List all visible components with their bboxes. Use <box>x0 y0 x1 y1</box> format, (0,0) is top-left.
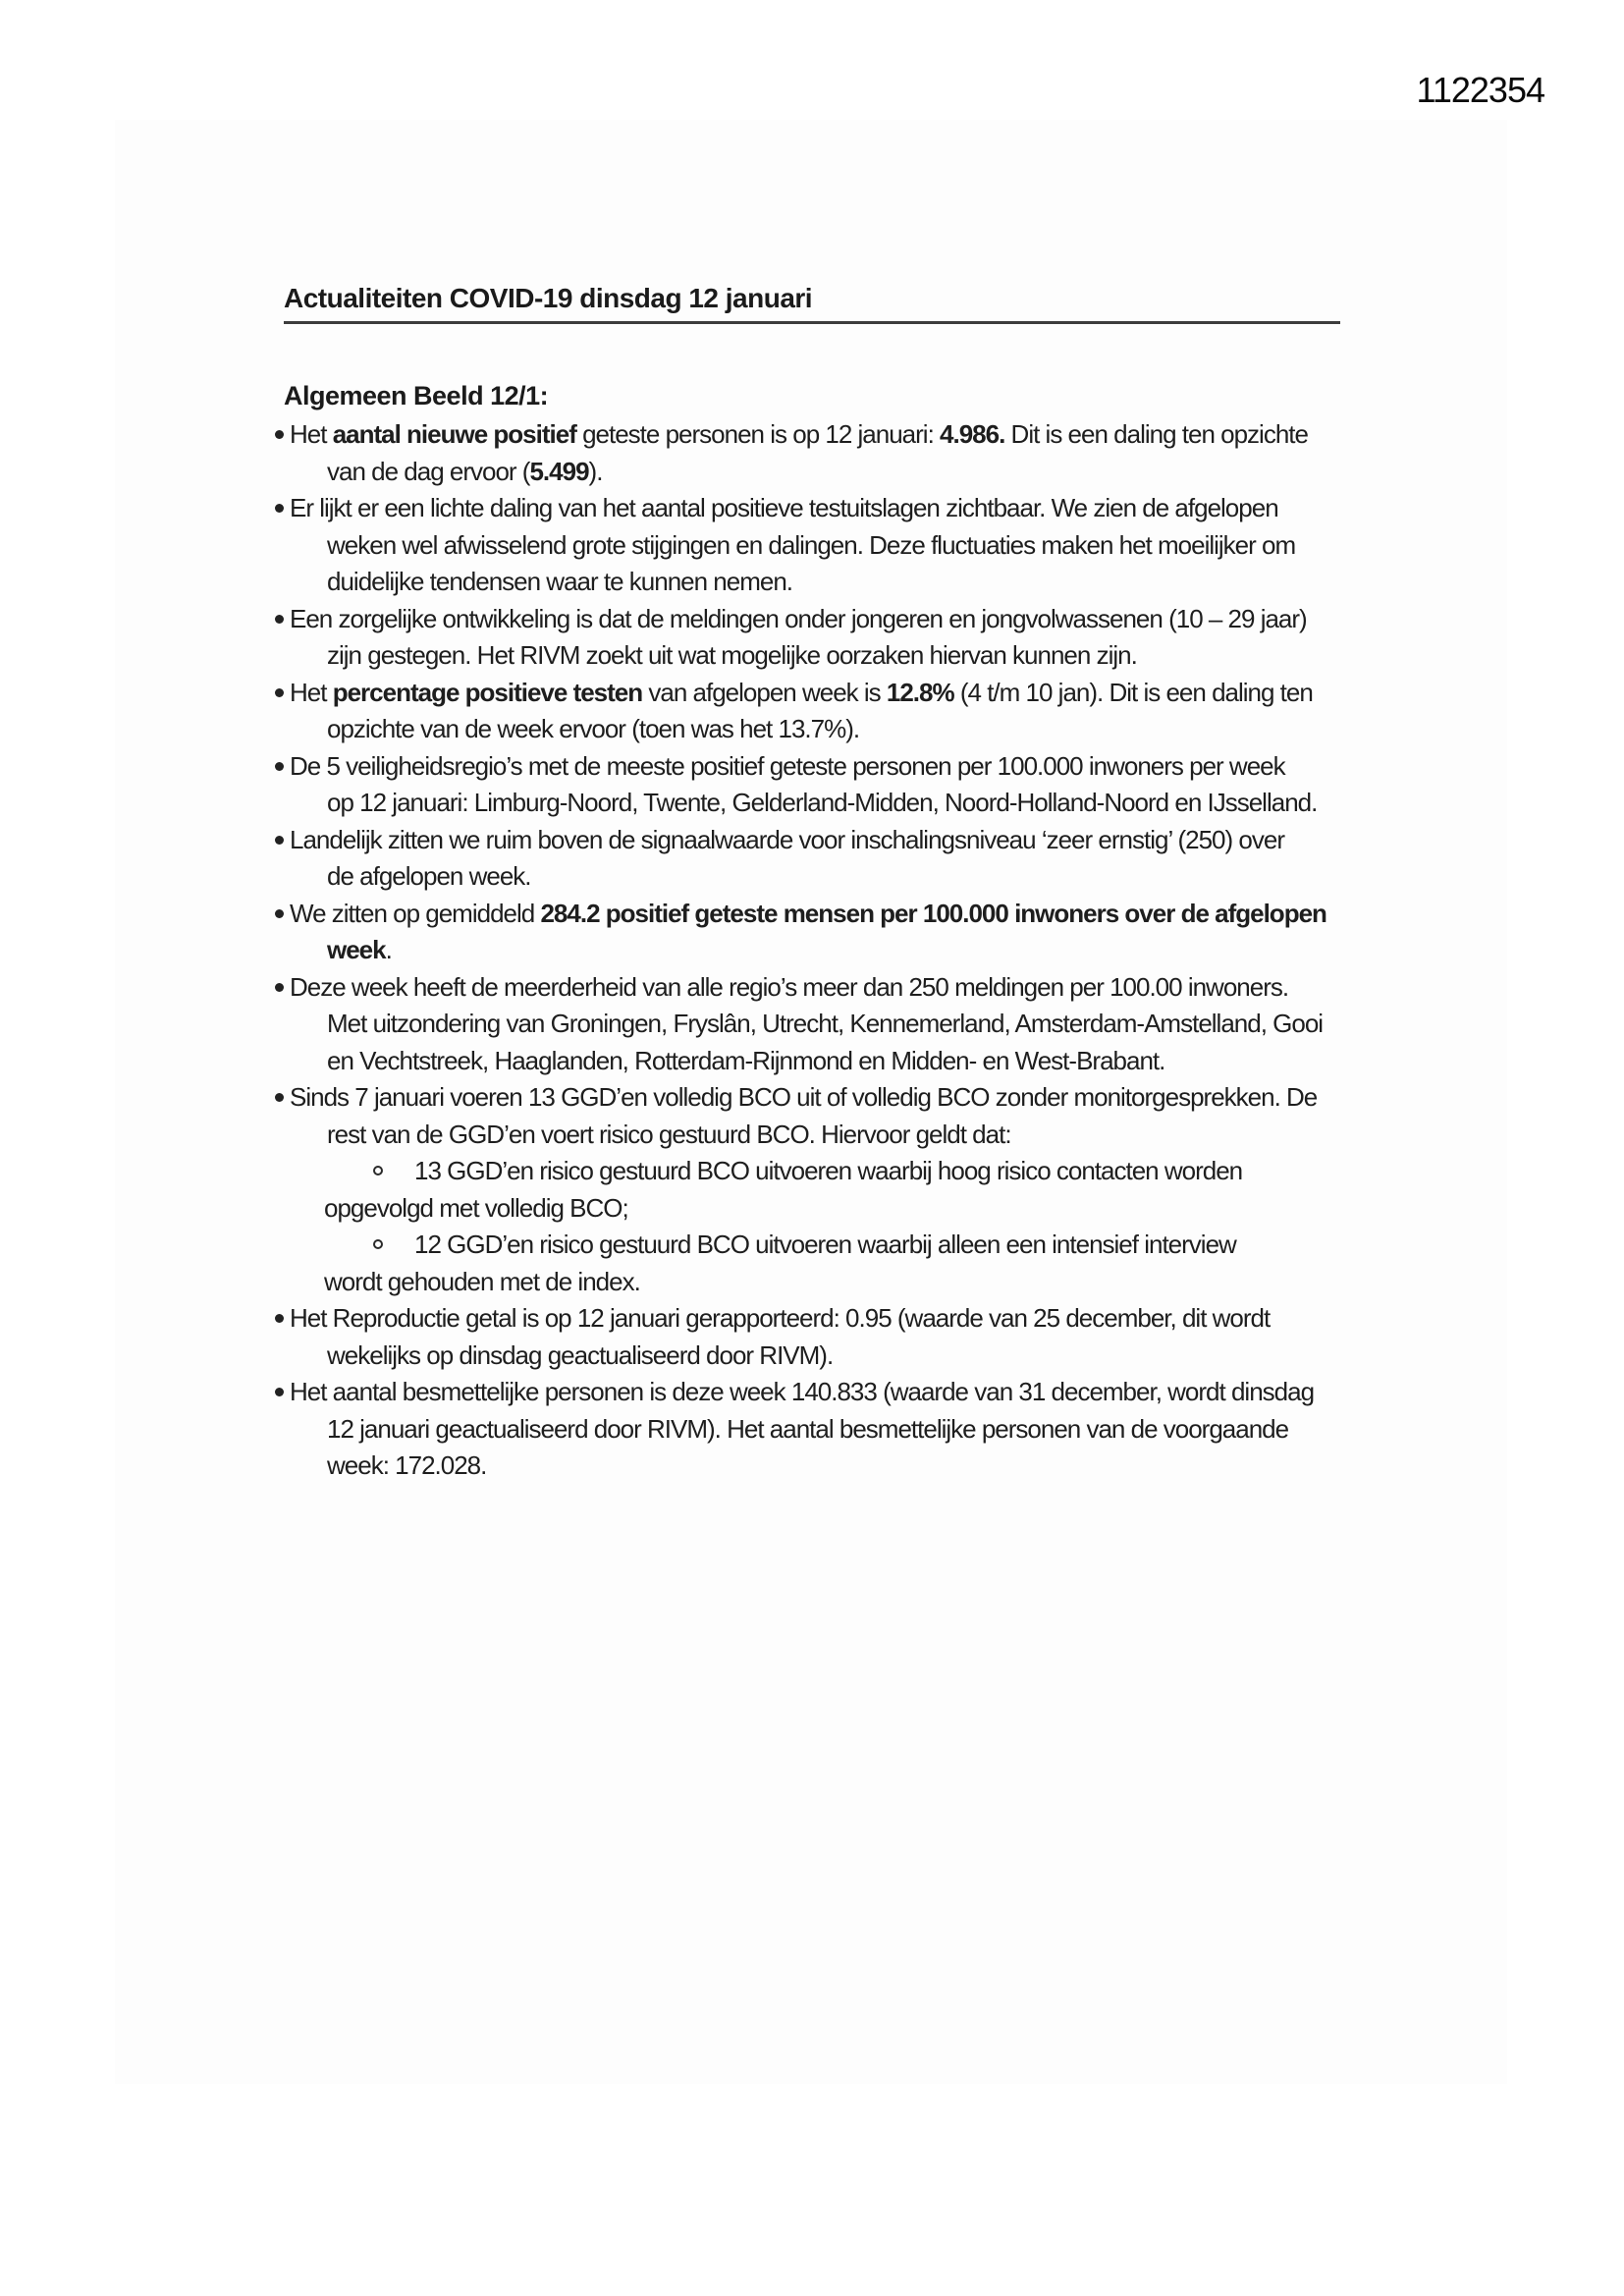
text-line: opgevolgd met volledig BCO; <box>324 1192 628 1223</box>
text-line: Het aantal nieuwe positief geteste personen is op 12 januari: 4.986. Dit is een daling ten opzichte <box>290 419 1308 449</box>
bullet-item <box>290 1079 1453 1153</box>
bullet-dot-icon <box>275 909 284 918</box>
text-line: Sinds 7 januari voeren 13 GGD’en volledig BCO uit of volledig BCO zonder monitorgesprekken. De <box>290 1082 1318 1112</box>
document-number-stamp: 1122354 <box>1416 70 1544 110</box>
text-line: De 5 veiligheidsregio’s met de meeste positief geteste personen per 100.000 inwoners per week <box>290 750 1285 781</box>
circle-bullet-icon <box>373 1239 383 1249</box>
bullet-dot-icon <box>275 1314 284 1323</box>
text-line: opzichte van de week ervoor (toen was het 13.7%). <box>327 714 860 743</box>
text-line: wekelijks op dinsdag geactualiseerd door RIVM). <box>327 1339 834 1370</box>
bullet-item <box>290 601 1453 675</box>
bullet-item <box>290 675 1453 748</box>
bullet-dot-icon <box>275 762 284 771</box>
text-line: Landelijk zitten we ruim boven de signaalwaarde voor inschalingsniveau ‘zeer ernstig’ (250) over <box>290 824 1284 854</box>
bullet-dot-icon <box>275 504 284 513</box>
text-line: wordt gehouden met de index. <box>324 1266 640 1296</box>
text-line: 12 GGD’en risico gestuurd BCO uitvoeren waarbij alleen een intensief interview <box>414 1230 1236 1259</box>
text-line: We zitten op gemiddeld 284.2 positief geteste mensen per 100.000 inwoners over de afgelopen <box>290 898 1326 928</box>
text-line: 12 januari geactualiseerd door RIVM). Het aantal besmettelijke personen van de voorgaande <box>327 1413 1289 1444</box>
text-line: week. <box>327 935 392 964</box>
text-line: Een zorgelijke ontwikkeling is dat de meldingen onder jongeren en jongvolwassenen (10 – 29 jaar) <box>290 603 1307 633</box>
section-heading: Algemeen Beeld 12/1: <box>284 381 549 410</box>
bullet-item <box>290 490 1453 601</box>
text-line: de afgelopen week. <box>327 861 531 891</box>
text-line: op 12 januari: Limburg-Noord, Twente, Gelderland-Midden, Noord-Holland-Noord en IJsselland. <box>327 788 1318 817</box>
bullet-dot-icon <box>275 688 284 697</box>
bullet-item <box>290 969 1453 1080</box>
bullet-dot-icon <box>275 1093 284 1102</box>
text-line: duidelijke tendensen waar te kunnen nemen. <box>327 567 793 596</box>
bullet-list <box>290 416 1453 1485</box>
document-title: Actualiteiten COVID-19 dinsdag 12 januari <box>284 283 813 313</box>
text-line: Het Reproductie getal is op 12 januari gerapporteerd: 0.95 (waarde van 25 december, dit wordt <box>290 1303 1271 1333</box>
text-line: weken wel afwisselend grote stijgingen en dalingen. Deze fluctuaties maken het moeilijker om <box>327 529 1296 560</box>
text-line: Met uitzondering van Groningen, Fryslân, Utrecht, Kennemerland, Amsterdam-Amstelland, Gooi <box>327 1009 1324 1038</box>
sub-bullet-item <box>324 1227 1453 1300</box>
bullet-item <box>290 1374 1453 1485</box>
bullet-dot-icon <box>275 1388 284 1396</box>
text-line: Het aantal besmettelijke personen is deze week 140.833 (waarde van 31 december, wordt dinsdag <box>290 1377 1315 1406</box>
bullet-item <box>290 1300 1453 1374</box>
text-line: 13 GGD’en risico gestuurd BCO uitvoeren waarbij hoog risico contacten worden <box>414 1156 1243 1185</box>
text-line: Er lijkt er een lichte daling van het aantal positieve testuitslagen zichtbaar. We zien de afgelopen <box>290 493 1278 522</box>
bullet-item <box>290 748 1453 822</box>
bullet-item <box>290 416 1453 490</box>
bullet-item <box>290 896 1453 969</box>
bullet-item <box>290 822 1453 896</box>
sub-bullet-item <box>324 1153 1453 1227</box>
bullet-dot-icon <box>275 430 284 439</box>
text-line: week: 172.028. <box>327 1450 487 1480</box>
text-line: rest van de GGD’en voert risico gestuurd BCO. Hiervoor geldt dat: <box>327 1119 1011 1149</box>
text-line: zijn gestegen. Het RIVM zoekt uit wat mogelijke oorzaken hiervan kunnen zijn. <box>327 640 1137 670</box>
text-line: Het percentage positieve testen van afgelopen week is 12.8% (4 t/m 10 jan). Dit is een daling ten <box>290 677 1313 707</box>
text-line: Deze week heeft de meerderheid van alle regio’s meer dan 250 meldingen per 100.00 inwoners. <box>290 971 1289 1002</box>
bullet-dot-icon <box>275 836 284 845</box>
title-underline <box>284 321 1340 324</box>
bullet-dot-icon <box>275 615 284 624</box>
text-line: en Vechtstreek, Haaglanden, Rotterdam-Rijnmond en Midden- en West-Brabant. <box>327 1045 1165 1075</box>
text-line: van de dag ervoor (5.499). <box>327 456 603 486</box>
bullet-dot-icon <box>275 983 284 992</box>
circle-bullet-icon <box>373 1166 383 1175</box>
